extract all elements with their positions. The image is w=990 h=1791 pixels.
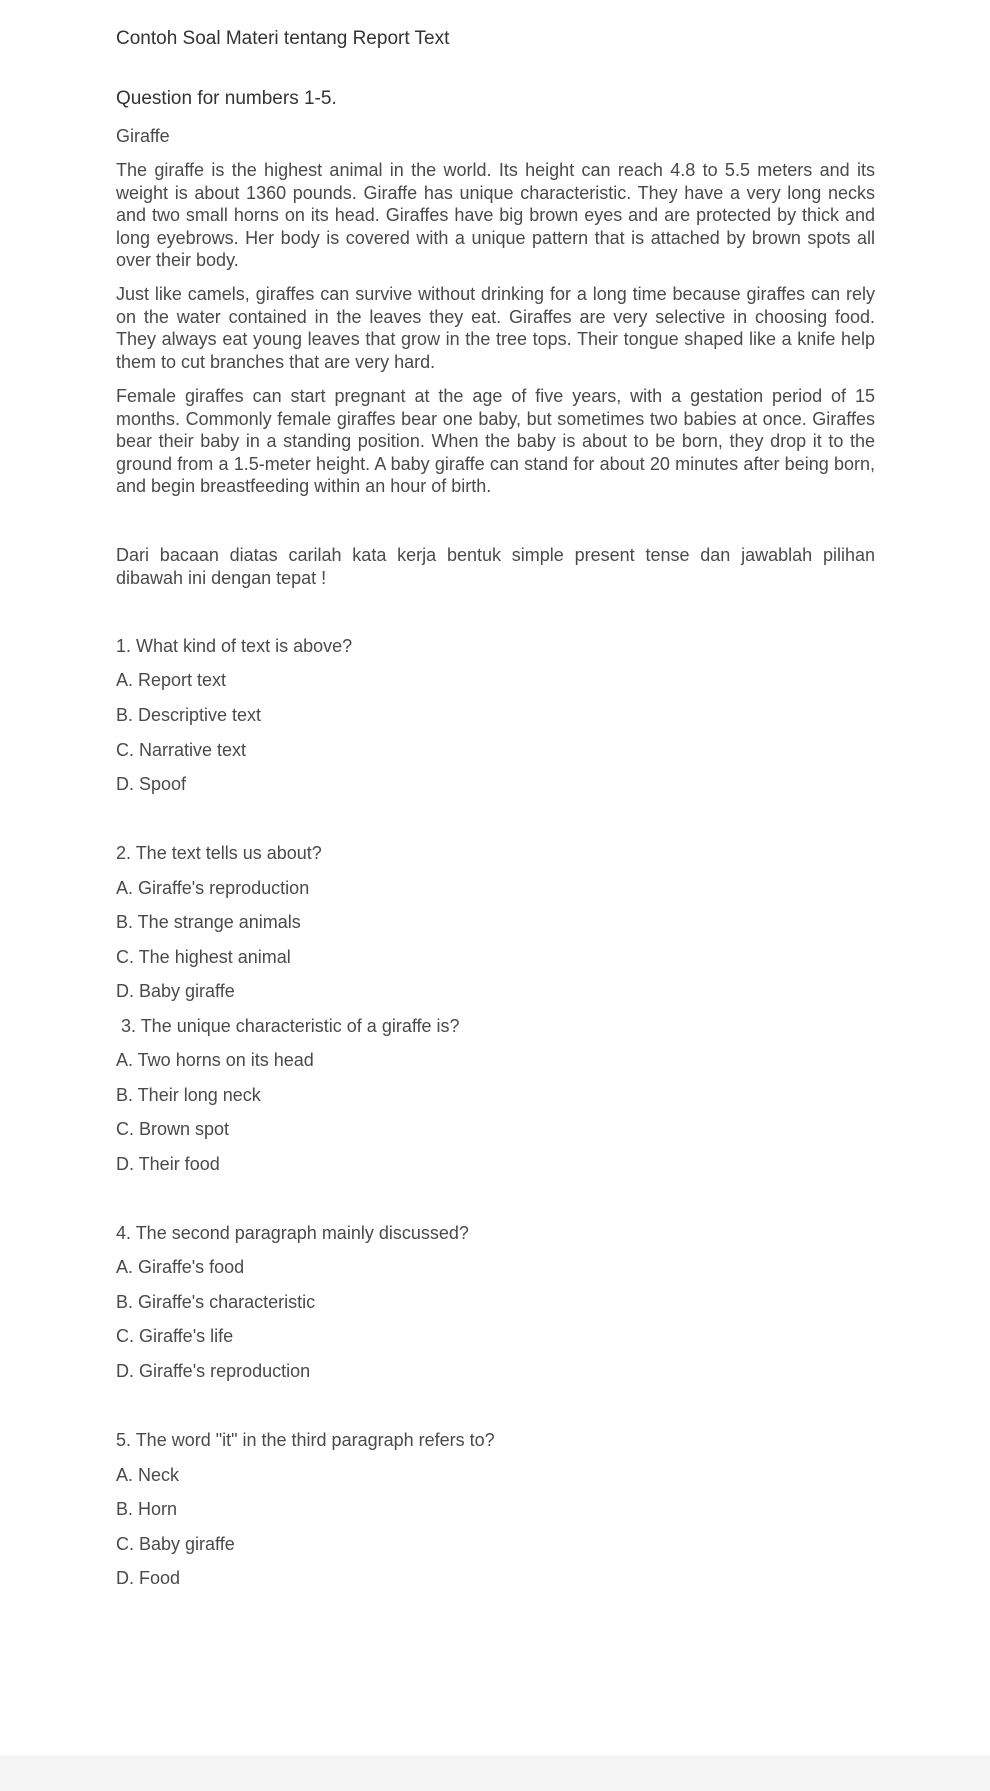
page-title: Contoh Soal Materi tentang Report Text xyxy=(116,28,450,49)
question-3-option-b: B. Their long neck xyxy=(116,1085,261,1105)
passage-paragraph-1: The giraffe is the highest animal in the world. Its height can reach 4.8 to 5.5 meters and its weight is about 1360 pounds. Giraffe has unique characteristic. They have a very long necks and two small horns on its head. Giraffes have big brown eyes and are protected by thick and long eyebrows. Her body is covered with a unique pattern that is attached by brown spots all over their body. xyxy=(116,160,875,270)
question-3-option-d: D. Their food xyxy=(116,1154,220,1174)
question-2-option-c: C. The highest animal xyxy=(116,947,291,967)
question-5-option-d: D. Food xyxy=(116,1568,181,1588)
passage-paragraph-3: Female giraffes can start pregnant at the age of five years, with a gestation period of 15 months. Commonly female giraffes bear one baby, but sometimes two babies at once. Giraffes bear their baby in a standing position. When the baby is about to be born, they drop it to the ground from a 1.5-meter height. A baby giraffe can stand for about 20 minutes after being born, and begin breastfeeding within an hour of birth. xyxy=(116,386,875,496)
question-5-option-c: C. Baby giraffe xyxy=(116,1534,235,1554)
question-1-option-b: B. Descriptive text xyxy=(116,705,262,725)
question-4-option-b: B. Giraffe's characteristic xyxy=(116,1292,316,1312)
question-4-option-d: D. Giraffe's reproduction xyxy=(116,1361,311,1381)
question-5: 5. The word "it" in the third paragraph refers to? xyxy=(116,1430,495,1450)
question-5-option-a: A. Neck xyxy=(116,1465,180,1485)
question-range-heading: Question for numbers 1-5. xyxy=(116,88,337,109)
question-2-option-a: A. Giraffe's reproduction xyxy=(116,878,310,898)
instruction-text: Dari bacaan diatas carilah kata kerja bentuk simple present tense dan jawablah pilihan dibawah ini dengan tepat ! xyxy=(116,545,875,588)
question-4-option-c: C. Giraffe's life xyxy=(116,1326,234,1346)
footer-bar xyxy=(0,1755,990,1791)
question-3-option-c: C. Brown spot xyxy=(116,1119,230,1139)
question-1: 1. What kind of text is above? xyxy=(116,636,353,656)
question-4-option-a: A. Giraffe's food xyxy=(116,1257,245,1277)
passage-paragraph-2: Just like camels, giraffes can survive without drinking for a long time because giraffes can rely on the water contained in the leaves they eat. Giraffes are very selective in choosing food. They always eat young leaves that grow in the tree tops. Their tongue shaped like a knife help them to cut branches that are very hard. xyxy=(116,284,875,372)
question-1-option-d: D. Spoof xyxy=(116,774,187,794)
question-2-option-b: B. The strange animals xyxy=(116,912,301,932)
question-3-option-a: A. Two horns on its head xyxy=(116,1050,314,1070)
question-5-option-b: B. Horn xyxy=(116,1499,178,1519)
question-2-option-d: D. Baby giraffe xyxy=(116,981,235,1001)
question-3: 3. The unique characteristic of a giraffe is? xyxy=(116,1016,460,1036)
passage-title: Giraffe xyxy=(116,126,170,146)
question-2: 2. The text tells us about? xyxy=(116,843,322,863)
question-1-option-c: C. Narrative text xyxy=(116,740,247,760)
question-4: 4. The second paragraph mainly discussed? xyxy=(116,1223,469,1243)
question-1-option-a: A. Report text xyxy=(116,670,227,690)
